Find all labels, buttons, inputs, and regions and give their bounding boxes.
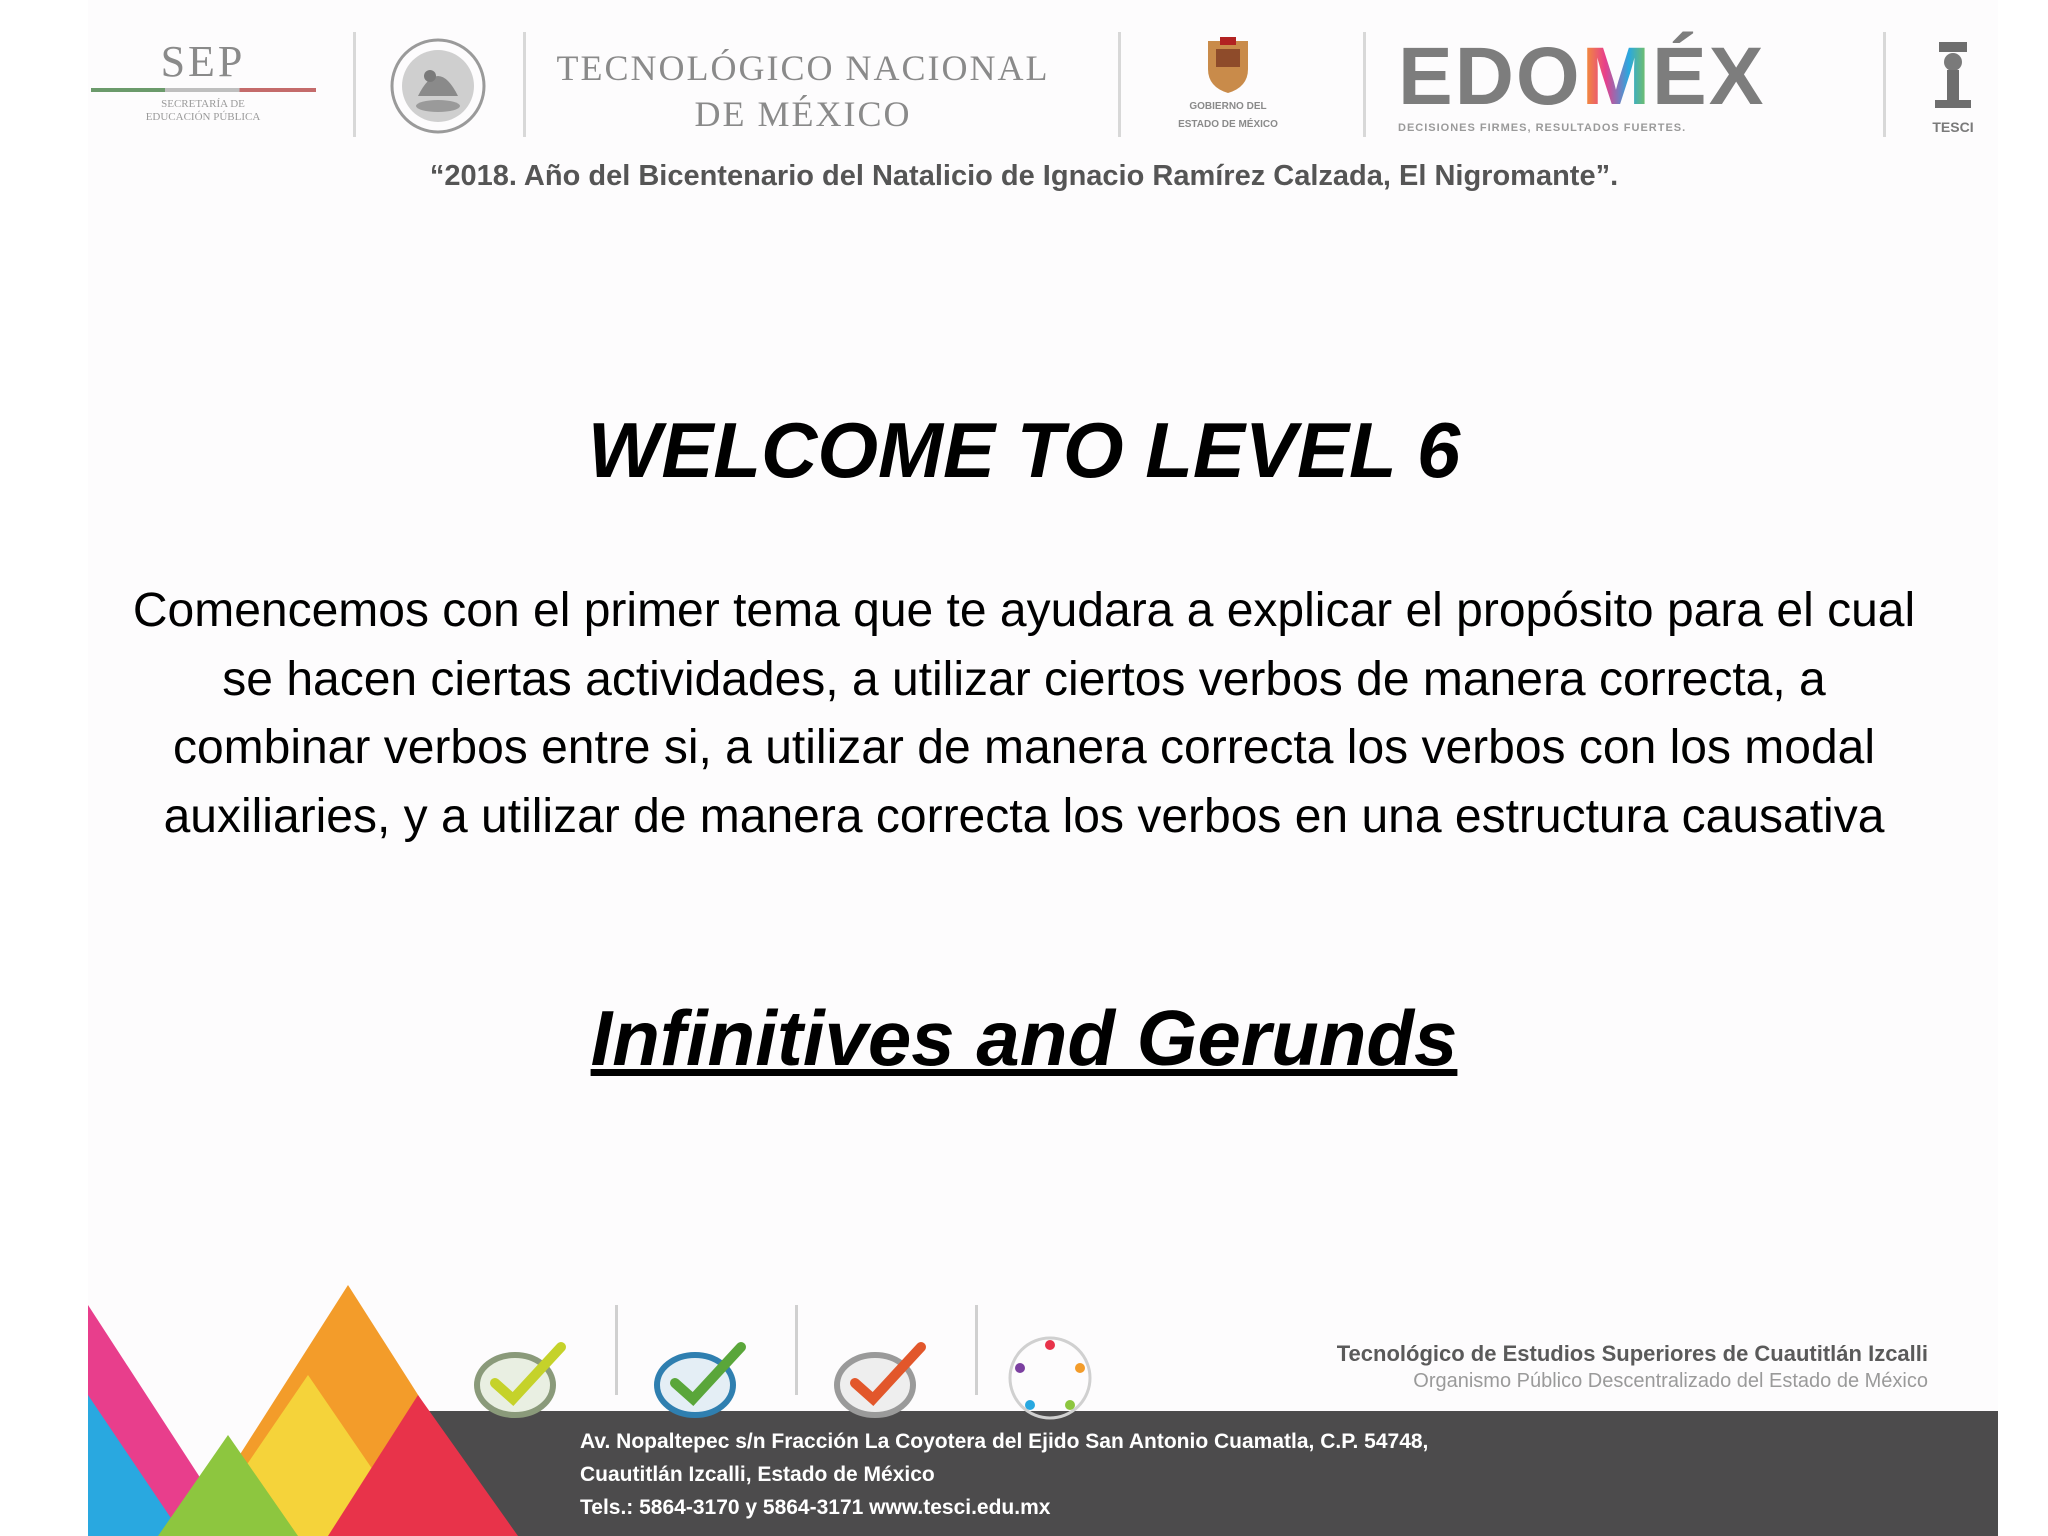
header-logo-bar: [88, 20, 1998, 150]
tesci-label: TESCI: [1932, 119, 1974, 135]
institution-type: Organismo Público Descentralizado del Estado de México: [1413, 1370, 1928, 1392]
footer-divider: [795, 1305, 798, 1395]
address-line3: Tels.: 5864-3170 y 5864-3171 www.tesci.edu.mx: [580, 1496, 1051, 1519]
edomex-wordmark: [1398, 31, 1848, 122]
edomex-word-part1: EDO: [1398, 31, 1582, 122]
certification-seal-icon: [645, 1323, 755, 1433]
intro-paragraph: Comencemos con el primer tema que te ayudara a explicar el propósito para el cual se hacen ciertas actividades, a utilizar ciertos verbos de manera correcta, a combinar verbos entre si, a utilizar de manera correcta los verbos con los modal auxiliaries, y a utilizar de manera correcta los verbos en una estructura causativa: [132, 584, 1916, 843]
footer-divider: [975, 1305, 978, 1395]
gobierno-line2: ESTADO DE MÉXICO: [1178, 119, 1278, 130]
logo-divider: [353, 32, 356, 137]
footer: [0, 1285, 2048, 1536]
institution-name: Tecnológico de Estudios Superiores de Cuautitlán Izcalli: [1336, 1341, 1928, 1366]
sep-acronym: SEP: [160, 37, 246, 86]
edomex-tagline: DECISIONES FIRMES, RESULTADOS FUERTES.: [1398, 122, 1687, 134]
sep-logo: [88, 37, 318, 150]
topic-heading: Infinitives and Gerunds: [590, 994, 1458, 1082]
address-line2: Cuautitlán Izcalli, Estado de México: [580, 1463, 935, 1486]
logo-divider: [1363, 32, 1366, 137]
mexican-coat-of-arms-icon: [388, 36, 488, 136]
tecnm-logo: [523, 45, 1083, 137]
tesci-logo: [1913, 34, 1993, 135]
edomex-word-part3: ÉX: [1652, 31, 1766, 122]
address-line1: Av. Nopaltepec s/n Fracción La Coyotera del Ejido San Antonio Cuamatla, C.P. 54748,: [580, 1430, 1429, 1453]
footer-divider: [615, 1305, 618, 1395]
logo-divider: [1883, 32, 1886, 137]
tecnm-line2: DE MÉXICO: [694, 94, 912, 134]
tesci-emblem-icon: [1925, 34, 1981, 114]
institution-block: [1337, 1340, 1928, 1394]
tecnm-line1: TECNOLÓGICO NACIONAL: [556, 48, 1050, 88]
sep-subtitle-line2: EDUCACIÓN PÚBLICA: [145, 111, 261, 123]
gobierno-line1: GOBIERNO DEL: [1189, 101, 1267, 112]
sep-subtitle-line1: SECRETARÍA DE: [161, 98, 245, 110]
address-block: [580, 1425, 1428, 1524]
certification-seal-icon: [825, 1323, 935, 1433]
year-motto: “2018. Año del Bicentenario del Natalicio de Ignacio Ramírez Calzada, El Nigromante”.: [429, 160, 1619, 192]
edomex-shield-icon: [1202, 35, 1254, 95]
edomex-word-part2: M: [1581, 31, 1653, 122]
gobierno-edomex-logo: [1148, 35, 1308, 131]
sep-tricolor-line: [91, 88, 316, 92]
edomex-logo: [1398, 31, 1848, 134]
logo-divider: [1118, 32, 1121, 137]
certification-seal-icon: [465, 1323, 575, 1433]
page-title: WELCOME TO LEVEL 6: [587, 406, 1461, 494]
certification-seal-icon: [1000, 1323, 1110, 1433]
